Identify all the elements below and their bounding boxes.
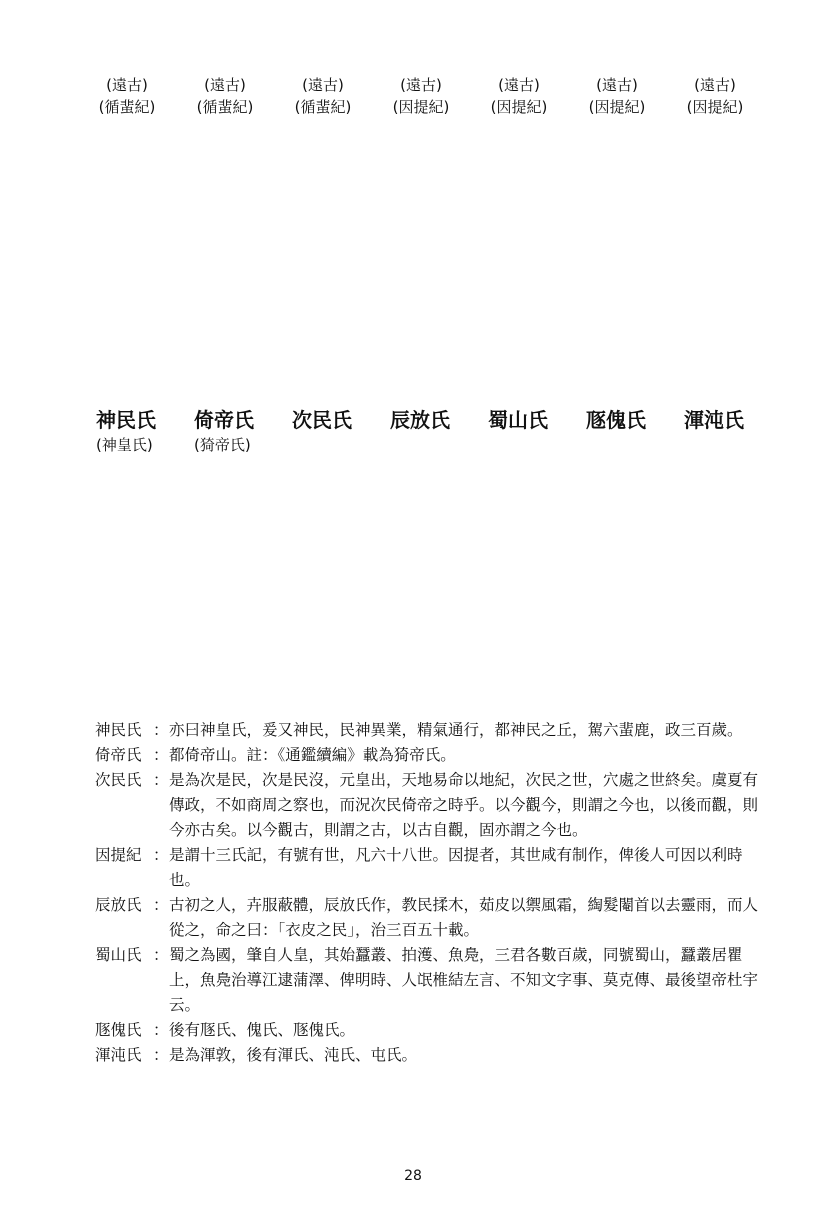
era-label: (遠古) [694,76,736,94]
clan-name-column [96,406,156,456]
period-label: (因提紀) [392,98,450,116]
era-column [381,74,461,118]
note-term: 蜀山氏 [95,946,142,964]
period-label: (循蜚紀) [196,98,254,116]
era-label: (遠古) [596,76,638,94]
clan-name: 渾沌氏 [684,408,744,432]
era-column [675,74,755,118]
note-colon: ： [153,1021,169,1039]
note-text: 是為次是民，次是民沒，元皇出，天地易命以地紀，次民之世，穴處之世終矣。虞夏有傳政，不如商周之察也，而況次民倚帝之時乎。以今觀今，則謂之今也，以後而觀，則今亦古矣。以今觀古，則謂之古，以古自觀，固亦謂之今也。 [169,771,759,839]
clan-name-column [292,406,352,434]
page-number: 28 [404,1168,422,1184]
note-entry [95,743,770,768]
period-label: (因提紀) [490,98,548,116]
note-text: 是謂十三氏記，有號有世，凡六十八世。因提者，其世咸有制作，俾後人可因以利時也。 [169,846,743,889]
note-term: 辰放氏 [95,896,142,914]
clan-name: 蜀山氏 [488,408,548,432]
era-label: (遠古) [400,76,442,94]
period-label: (循蜚紀) [98,98,156,116]
clan-name: 次民氏 [292,408,352,432]
note-colon: ： [153,1046,169,1064]
note-colon: ： [153,896,169,914]
note-colon: ： [153,946,169,964]
clan-name-column [684,406,744,434]
clan-alt-name: (神皇氏) [96,436,153,454]
era-label: (遠古) [498,76,540,94]
era-column [479,74,559,118]
era-label: (遠古) [106,76,148,94]
notes-section [95,718,770,1068]
note-text: 是為渾敦，後有渾氏、沌氏、屯氏。 [169,1046,418,1064]
note-entry [95,1018,770,1043]
note-text: 古初之人，卉服蔽體，辰放氏作，教民揉木，茹皮以禦風霜，綯髮閹首以去靈雨，而人從之，命之曰：「衣皮之民」，治三百五十載。 [169,896,759,939]
note-entry [95,893,770,943]
clan-name: 辰放氏 [390,408,450,432]
clan-name-column [390,406,450,434]
clan-name-column [488,406,548,434]
era-column [577,74,657,118]
note-term: 因提紀 [95,846,142,864]
clan-name: 神民氏 [96,408,156,432]
note-term: 渾沌氏 [95,1046,142,1064]
note-entry [95,843,770,893]
note-text: 亦曰神皇氏，爰又神民，民神異業，精氣通行，都神民之丘，駕六蜚鹿，政三百歲。 [169,721,743,739]
note-term: 次民氏 [95,771,142,789]
period-label: (循蜚紀) [294,98,352,116]
note-entry [95,943,770,1018]
note-term: 倚帝氏 [95,746,142,764]
note-entry [95,768,770,843]
era-label: (遠古) [204,76,246,94]
note-entry [95,1043,770,1068]
note-text: 蜀之為國，肇自人皇，其始蠶叢、拍濩、魚鳧，三君各數百歲，同號蜀山，蠶叢居瞿上，魚鳧治導江逮蒲澤、俾明時、人氓椎結左言、不知文字事、莫克傳、最後望帝杜宇云。 [169,946,759,1014]
note-entry [95,718,770,743]
era-column [185,74,265,118]
clan-name-column [194,406,254,456]
period-label: (因提紀) [588,98,646,116]
era-column [283,74,363,118]
clan-name-column [586,406,646,434]
note-colon: ： [153,846,169,864]
note-text: 都倚帝山。註：《通鑑續編》載為猗帝氏。 [169,746,456,764]
note-term: 豗傀氏 [95,1021,142,1039]
note-colon: ： [153,721,169,739]
period-label: (因提紀) [686,98,744,116]
clan-alt-name: (猗帝氏) [194,436,251,454]
clan-name: 倚帝氏 [194,408,254,432]
era-column [87,74,167,118]
note-term: 神民氏 [95,721,142,739]
note-colon: ： [153,771,169,789]
era-label: (遠古) [302,76,344,94]
note-colon: ： [153,746,169,764]
clan-name: 豗傀氏 [586,408,646,432]
note-text: 後有豗氏、傀氏、豗傀氏。 [169,1021,356,1039]
